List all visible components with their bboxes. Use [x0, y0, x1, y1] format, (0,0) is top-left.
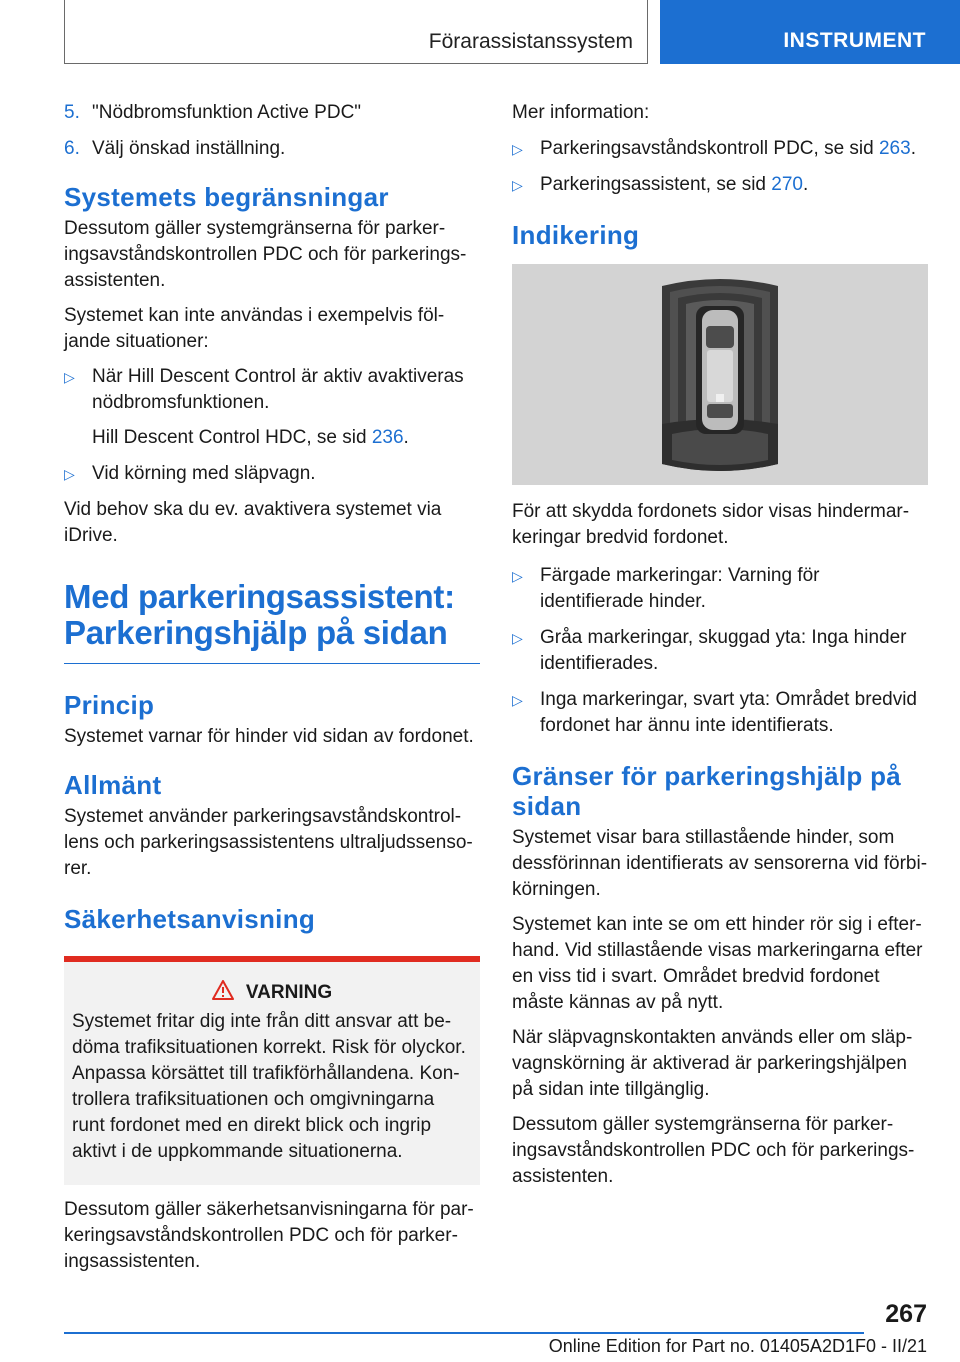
list-item — [512, 136, 928, 162]
reference-text: Parkeringsassistent, se sid 270. — [540, 174, 809, 195]
list-item — [512, 625, 928, 677]
triangle-right-icon: ▷ — [512, 692, 523, 708]
triangle-right-icon: ▷ — [512, 177, 523, 193]
limits-paragraph: Systemet kan inte användas i exempelvis föl-jande situationer: — [64, 305, 445, 352]
indication-heading: Indikering — [512, 220, 640, 250]
list-item-text: Vid körning med släpvagn. — [92, 463, 316, 484]
page-link[interactable]: 236 — [371, 427, 404, 448]
list-item-text: Gråa markeringar, skuggad yta: Inga hinder identifierades. — [540, 627, 907, 674]
limits2-paragraph: Systemet kan inte se om ett hinder rör sig i efter-hand. Vid stillastående visas markeringarna efter en viss tid i svart. Området bredvid fordonet måste kännas av på nytt. — [512, 914, 923, 1013]
step-text: "Nödbromsfunktion Active PDC" — [92, 102, 362, 123]
triangle-right-icon: ▷ — [64, 369, 75, 385]
list-item — [512, 172, 928, 198]
safety-after-text: Dessutom gäller säkerhetsanvisningarna för par-keringsavståndskontrollen PDC och för parker-ingsassistenten. — [64, 1199, 474, 1272]
list-item-text: Inga markeringar, svart yta: Området bredvid fordonet har ännu inte identifierats. — [540, 689, 917, 736]
header-section-title: Förarassistanssystem — [428, 30, 633, 53]
principle-text: Systemet varnar för hinder vid sidan av fordonet. — [64, 726, 474, 747]
warning-text: Systemet fritar dig inte från ditt ansvar att be-döma trafiksituationen korrekt. Risk för olyckor. Anpassa körsättet till trafikförhållandena. Kon-trollera trafiksituationen och omgivningarna runt fordonet med en direkt blick och ingrip aktivt i de uppkommande situationerna. — [72, 1011, 466, 1162]
safety-heading: Säkerhetsanvisning — [64, 904, 316, 934]
left-column — [64, 100, 480, 1284]
step-item — [64, 100, 480, 126]
limits2-paragraph: Systemet visar bara stillastående hinder, som dessförinnan identifierats av sensorerna vid förbi-körningen. — [512, 827, 928, 900]
general-text: Systemet använder parkeringsavståndskontrol-lens och parkeringsassistentens ultraljudssenso-rer. — [64, 806, 473, 879]
triangle-right-icon: ▷ — [512, 630, 523, 646]
warning-box — [64, 956, 480, 1185]
list-item-text: Färgade markeringar: Varning för identifierade hinder. — [540, 565, 820, 612]
list-item — [64, 364, 480, 451]
parking-assist-graphic — [512, 264, 928, 485]
list-item-subtext: Hill Descent Control HDC, se sid 236. — [92, 427, 409, 448]
list-item-text: När Hill Descent Control är aktiv avaktiveras nödbromsfunktionen. — [92, 366, 464, 413]
triangle-right-icon: ▷ — [512, 568, 523, 584]
more-info-label: Mer information: — [512, 102, 650, 123]
warning-header — [72, 980, 472, 1005]
right-column — [512, 100, 928, 1199]
step-item — [64, 136, 480, 162]
limits2-heading: Gränser för parkeringshjälp på sidan — [512, 761, 902, 821]
header-chapter-title: INSTRUMENT — [783, 29, 926, 52]
triangle-right-icon: ▷ — [64, 466, 75, 482]
step-number: 5. — [64, 102, 80, 123]
limits2-paragraph: När släpvagnskontakten används eller om släp-vagnskörning är aktiverad är parkeringshjälpen på sidan inte tillgänglig. — [512, 1027, 913, 1100]
indication-text: För att skydda fordonets sidor visas hindermar-keringar bredvid fordonet. — [512, 501, 910, 548]
limits-paragraph: Dessutom gäller systemgränserna för parker-ingsavståndskontrollen PDC och för parkerings-assistenten. — [64, 218, 467, 291]
header-section-box — [64, 0, 648, 64]
list-item — [512, 563, 928, 615]
page-link[interactable]: 263 — [878, 138, 911, 159]
limits-paragraph: Vid behov ska du ev. avaktivera systemet via iDrive. — [64, 499, 442, 546]
warning-title: VARNING — [245, 981, 333, 1003]
chapter-title — [64, 579, 480, 664]
limits-heading: Systemets begränsningar — [64, 182, 389, 212]
list-item — [64, 461, 480, 487]
step-text: Välj önskad inställning. — [92, 138, 286, 159]
general-heading: Allmänt — [64, 770, 162, 800]
chapter-title-line2: Parkeringshjälp på sidan — [64, 614, 448, 651]
triangle-right-icon: ▷ — [512, 141, 523, 157]
step-number: 6. — [64, 138, 80, 159]
header-chapter-tab — [660, 0, 960, 64]
parking-view-image — [512, 264, 928, 485]
reference-text: Parkeringsavståndskontroll PDC, se sid 263. — [540, 138, 916, 159]
page-link[interactable]: 270 — [771, 174, 803, 195]
page-number: 267 — [885, 1300, 927, 1328]
warning-triangle-icon — [212, 980, 234, 1005]
principle-heading: Princip — [64, 690, 155, 720]
footer-divider — [64, 1332, 864, 1334]
list-item — [512, 687, 928, 739]
chapter-title-line1: Med parkeringsassistent: — [64, 578, 455, 615]
footer-edition: Online Edition for Part no. 01405A2D1F0 - II/21 — [548, 1336, 927, 1356]
limits2-paragraph: Dessutom gäller systemgränserna för parker-ingsavståndskontrollen PDC och för parkerings-assistenten. — [512, 1114, 915, 1187]
